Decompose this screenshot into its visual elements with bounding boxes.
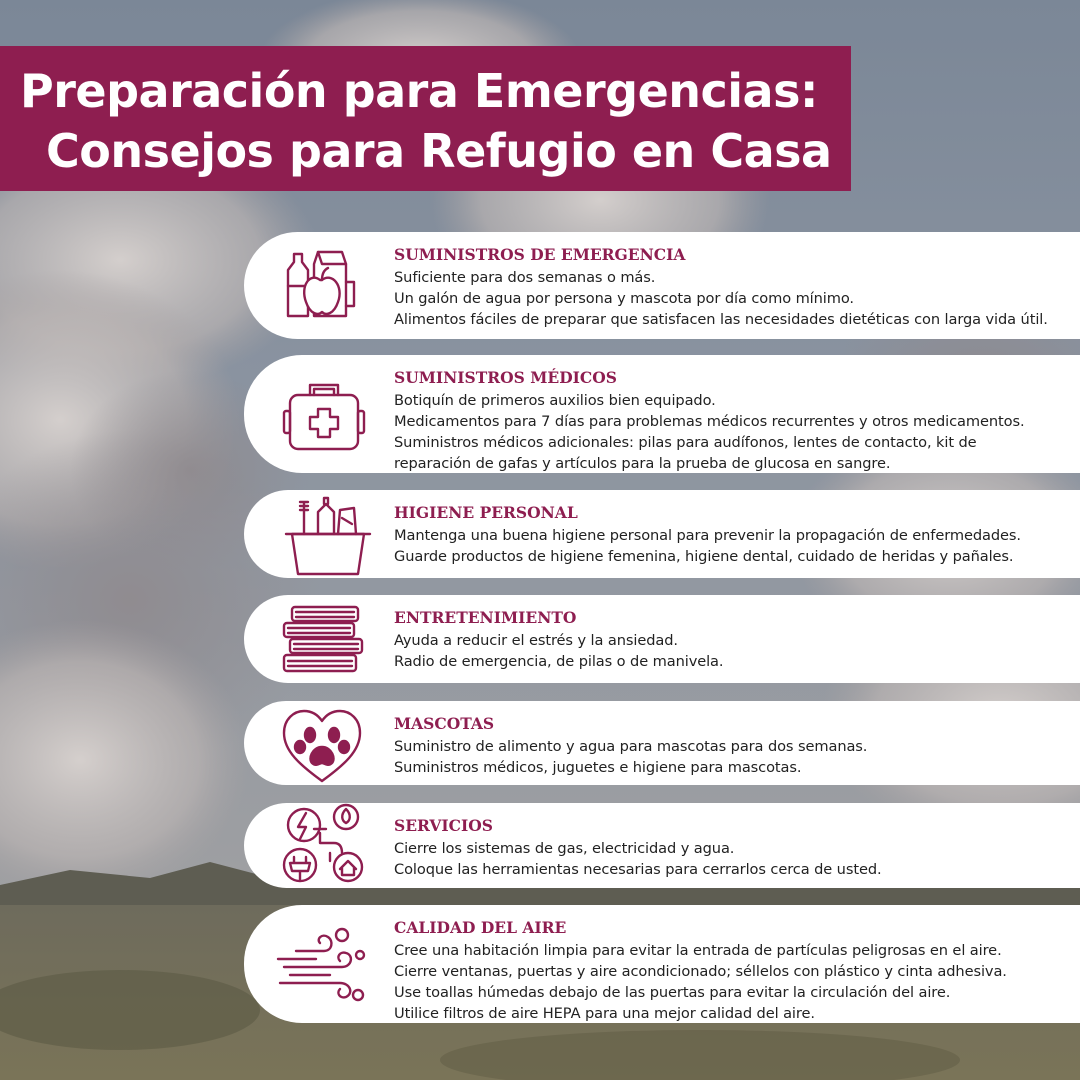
supplies-icon bbox=[270, 242, 374, 326]
card-line: Cierre ventanas, puertas y aire acondicionado; séllelos con plástico y cinta adhesiva. bbox=[394, 963, 1007, 980]
card-line: Mantenga una buena higiene personal para prevenir la propagación de enfermedades. bbox=[394, 527, 1021, 544]
card-heading: CALIDAD DEL AIRE bbox=[394, 918, 567, 937]
card-line: Use toallas húmedas debajo de las puertas para evitar la circulación del aire. bbox=[394, 984, 951, 1001]
card-line: Guarde productos de higiene femenina, higiene dental, cuidado de heridas y pañales. bbox=[394, 548, 1014, 565]
card-air-quality bbox=[244, 905, 1080, 1023]
card-heading: HIGIENE PERSONAL bbox=[394, 503, 578, 522]
card-line: Radio de emergencia, de pilas o de manivela. bbox=[394, 653, 724, 670]
card-line: Suministros médicos, juguetes e higiene para mascotas. bbox=[394, 759, 802, 776]
card-pets bbox=[244, 701, 1080, 785]
card-line: Un galón de agua por persona y mascota por día como mínimo. bbox=[394, 290, 854, 307]
card-line: Suficiente para dos semanas o más. bbox=[394, 269, 656, 286]
card-medical-supplies bbox=[244, 355, 1080, 473]
card-line: Medicamentos para 7 días para problemas médicos recurrentes y otros medicamentos. bbox=[394, 413, 1025, 430]
card-line: Botiquín de primeros auxilios bien equipado. bbox=[394, 392, 716, 409]
card-emergency-supplies bbox=[244, 232, 1080, 339]
utilities-icon bbox=[270, 803, 374, 887]
card-line: Coloque las herramientas necesarias para cerrarlos cerca de usted. bbox=[394, 861, 882, 878]
first-aid-kit-icon bbox=[270, 375, 374, 459]
page-title-line-2: Consejos para Refugio en Casa bbox=[46, 124, 832, 178]
card-line: Cierre los sistemas de gas, electricidad y agua. bbox=[394, 840, 735, 857]
books-icon bbox=[270, 599, 374, 683]
paw-heart-icon bbox=[270, 703, 374, 787]
card-entertainment bbox=[244, 595, 1080, 683]
card-line: Utilice filtros de aire HEPA para una mejor calidad del aire. bbox=[394, 1005, 815, 1022]
card-heading: MASCOTAS bbox=[394, 714, 495, 733]
card-utilities bbox=[244, 803, 1080, 888]
card-line: Ayuda a reducir el estrés y la ansiedad. bbox=[394, 632, 678, 649]
card-heading: SERVICIOS bbox=[394, 816, 493, 835]
page-title-line-1: Preparación para Emergencias: bbox=[20, 64, 818, 118]
hygiene-basket-icon bbox=[270, 494, 374, 578]
card-personal-hygiene bbox=[244, 490, 1080, 578]
wind-icon bbox=[270, 921, 374, 1005]
card-line: Alimentos fáciles de preparar que satisfacen las necesidades dietéticas con larga vida útil. bbox=[394, 311, 1048, 328]
card-heading: SUMINISTROS DE EMERGENCIA bbox=[394, 245, 686, 264]
card-heading: SUMINISTROS MÉDICOS bbox=[394, 368, 617, 387]
card-line: reparación de gafas y artículos para la prueba de glucosa en sangre. bbox=[394, 455, 891, 472]
card-line: Suministros médicos adicionales: pilas para audífonos, lentes de contacto, kit de bbox=[394, 434, 977, 451]
card-heading: ENTRETENIMIENTO bbox=[394, 608, 577, 627]
card-line: Suministro de alimento y agua para mascotas para dos semanas. bbox=[394, 738, 868, 755]
card-line: Cree una habitación limpia para evitar la entrada de partículas peligrosas en el aire. bbox=[394, 942, 1002, 959]
